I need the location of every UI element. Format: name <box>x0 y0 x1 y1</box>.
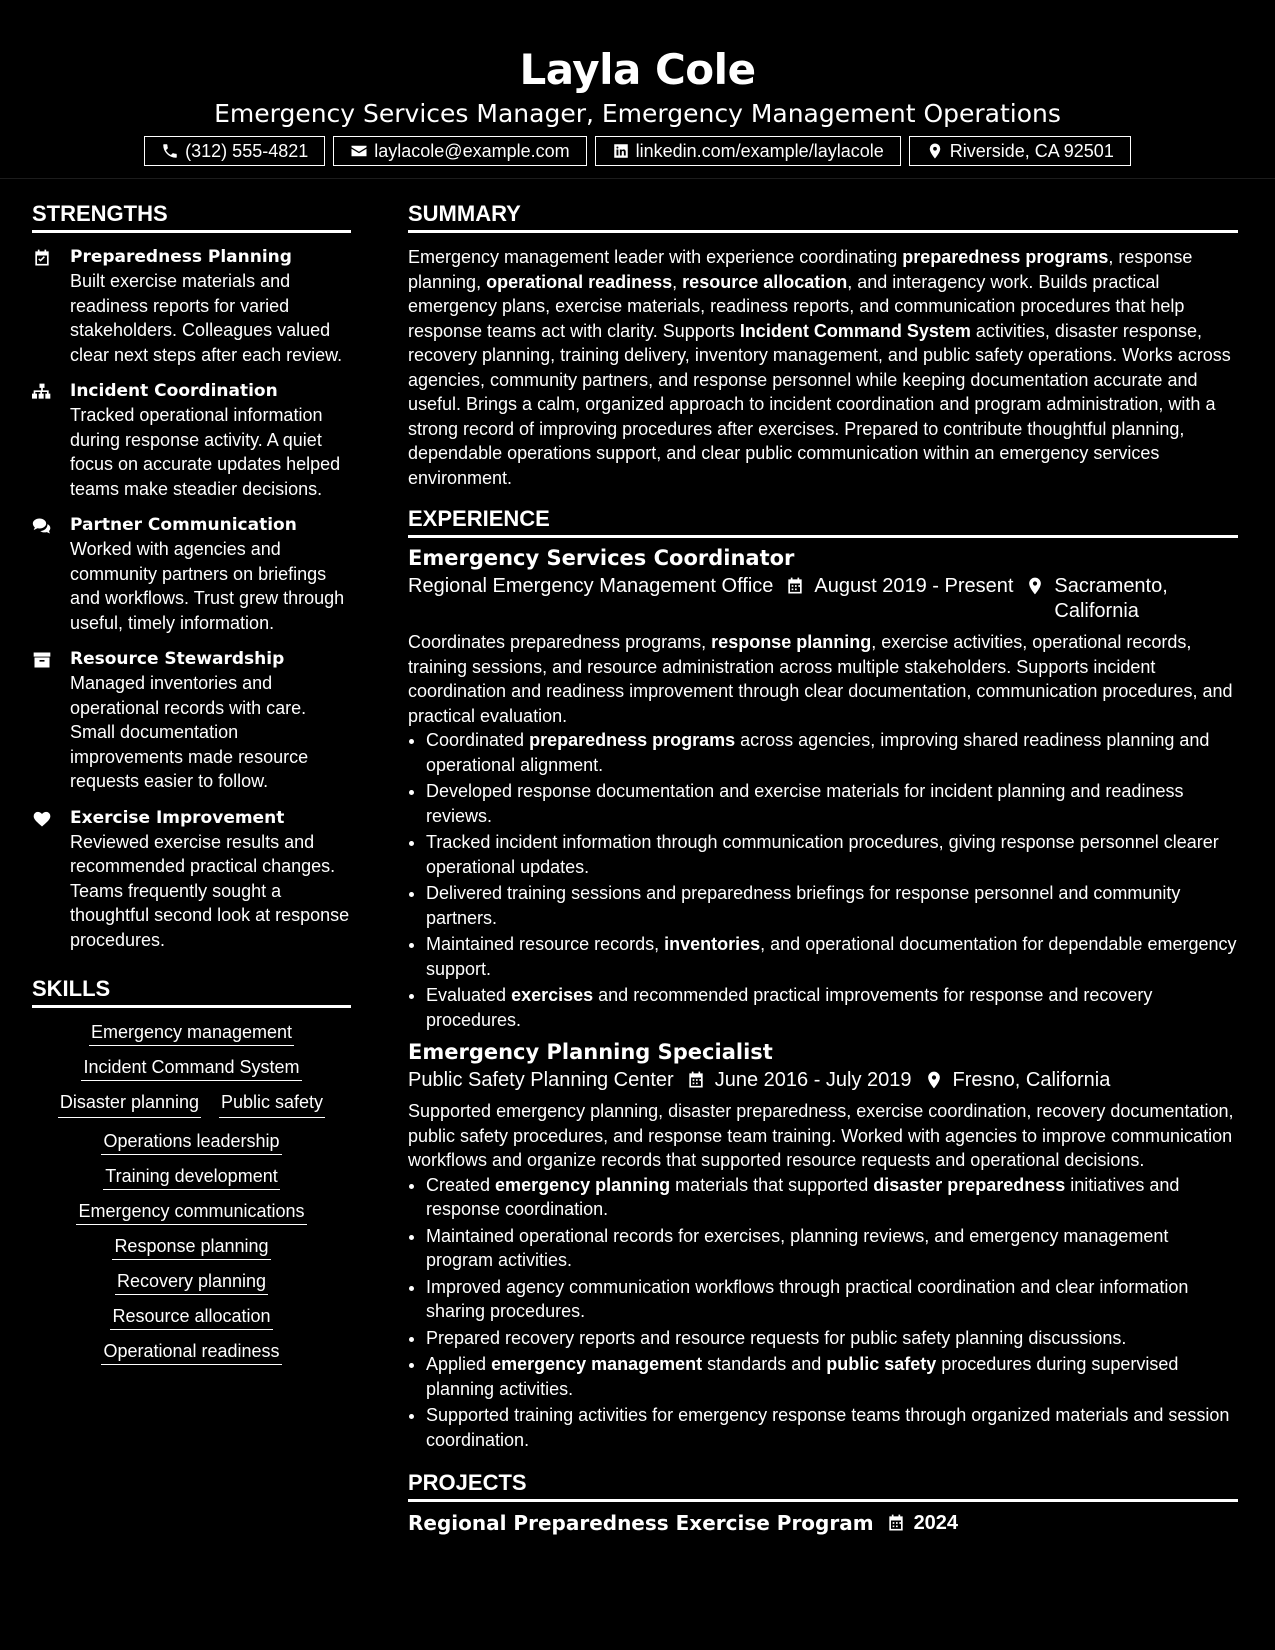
bold-keyword: operational readiness <box>486 271 673 292</box>
calendar-check-icon <box>32 248 52 268</box>
map-pin-icon <box>1025 576 1045 596</box>
experience-heading: EXPERIENCE <box>408 506 1238 538</box>
contact-email-text: laylacole@example.com <box>374 141 570 161</box>
contact-phone[interactable] <box>144 136 325 166</box>
strengths-heading: STRENGTHS <box>32 201 351 233</box>
bold-keyword: public safety <box>826 1354 937 1374</box>
bold-keyword: response planning <box>711 632 872 652</box>
job-bullet: • Improved agency communication workflows through practical coordination and clear information sharing procedures. <box>426 1275 1238 1324</box>
sitemap-icon <box>32 382 52 402</box>
left-column <box>32 201 351 1536</box>
job-dates: August 2019 - Present <box>814 575 1014 597</box>
strength-title: Resource Stewardship <box>70 649 285 669</box>
strength-item <box>32 245 351 367</box>
skill-tag: Response planning <box>112 1236 270 1260</box>
calendar-icon <box>785 576 805 596</box>
bold-keyword: emergency management <box>491 1354 703 1374</box>
strength-title: Preparedness Planning <box>70 247 292 267</box>
skill-tag: Training development <box>103 1166 279 1190</box>
contact-bar <box>0 136 1275 166</box>
job-bullet: • Coordinated preparedness programs across agencies, improving shared readiness planning and operational alignment. <box>426 728 1238 777</box>
job-organization: Public Safety Planning Center <box>408 1069 674 1091</box>
strength-item <box>32 513 351 635</box>
job-bullet: • Delivered training sessions and preparedness briefings for response personnel and community partners. <box>426 881 1238 930</box>
strength-item <box>32 647 351 794</box>
job-bullet: • Supported training activities for emergency response teams through organized materials and session coordination. <box>426 1403 1238 1452</box>
skills-heading: SKILLS <box>32 976 351 1008</box>
envelope-icon <box>350 142 368 160</box>
strength-description: Built exercise materials and readiness reports for varied stakeholders. Colleagues valued clear next steps after each review. <box>70 271 343 365</box>
comments-icon <box>32 516 52 536</box>
job-bullet: • Developed response documentation and exercise materials for incident planning and readiness reviews. <box>426 779 1238 828</box>
job-bullet: • Maintained operational records for exercises, planning reviews, and emergency management program activities. <box>426 1224 1238 1273</box>
contact-location-text: Riverside, CA 92501 <box>949 141 1114 161</box>
bold-keyword: Incident Command System <box>739 320 971 341</box>
job-dates: June 2016 - July 2019 <box>714 1069 912 1091</box>
skill-tag: Resource allocation <box>110 1306 272 1330</box>
bold-keyword: disaster preparedness <box>873 1174 1066 1195</box>
skill-tag: Operations leadership <box>101 1131 281 1155</box>
bold-keyword: exercises <box>511 985 594 1005</box>
contact-location[interactable] <box>909 136 1131 166</box>
job-bullets <box>408 1173 1238 1453</box>
candidate-title: Emergency Services Manager, Emergency Management Operations <box>214 99 1061 128</box>
strength-item <box>32 806 351 953</box>
skill-tag: Emergency communications <box>76 1201 306 1225</box>
strength-description: Reviewed exercise results and recommended practical changes. Teams frequently sought a thoughtful second look at response procedures. <box>70 831 350 950</box>
job-location: Fresno, California <box>952 1069 1111 1091</box>
right-column <box>408 201 1238 1536</box>
job-meta <box>408 1068 1238 1093</box>
projects-heading: PROJECTS <box>408 1470 1238 1502</box>
project-title: Regional Preparedness Exercise Program <box>408 1511 874 1535</box>
phone-icon <box>161 142 179 160</box>
skill-tag: Operational readiness <box>101 1341 281 1365</box>
job-location: Sacramento, California <box>1054 575 1168 622</box>
strength-description: Managed inventories and operational records with care. Small documentation improvements made resource requests easier to follow. <box>70 673 309 791</box>
job-title: Emergency Services Coordinator <box>408 546 795 570</box>
job-meta <box>408 574 1238 624</box>
job-title: Emergency Planning Specialist <box>408 1040 773 1064</box>
job-bullet: • Created emergency planning materials that supported disaster preparedness initiatives and response coordination. <box>426 1173 1238 1222</box>
job-bullet: • Evaluated exercises and recommended practical improvements for response and recovery procedures. <box>426 983 1238 1032</box>
strength-description: Tracked operational information during response activity. A quiet focus on accurate updates helped teams make steadier decisions. <box>70 405 341 499</box>
strength-title: Partner Communication <box>70 515 297 535</box>
strength-title: Incident Coordination <box>70 381 278 401</box>
job-entry <box>408 544 1238 1032</box>
job-bullet: • Tracked incident information through communication procedures, giving response personnel clearer operational updates. <box>426 830 1238 879</box>
calendar-icon <box>886 1513 906 1533</box>
bold-keyword: resource allocation <box>682 271 848 292</box>
strength-item <box>32 379 351 501</box>
calendar-icon <box>686 1070 706 1090</box>
skill-tag: Incident Command System <box>81 1057 301 1081</box>
skill-tag: Recovery planning <box>115 1271 268 1295</box>
skills-list <box>32 1020 351 1363</box>
contact-linkedin-text: linkedin.com/example/laylacole <box>635 141 884 161</box>
bold-keyword: preparedness programs <box>902 247 1109 267</box>
contact-phone-text: (312) 555-4821 <box>185 141 309 161</box>
archive-box-icon <box>32 650 52 670</box>
job-description: Supported emergency planning, disaster preparedness, exercise coordination, recovery documentation, public safety procedures, and response team training. Worked with agencies to improve communication workflows and organize records that supported resource requests and operational decisions. <box>408 1101 1234 1170</box>
resume-header <box>0 0 1275 179</box>
contact-email[interactable] <box>333 136 586 166</box>
strength-description: Worked with agencies and community partners on briefings and workflows. Trust grew through useful, timely information. <box>70 539 345 633</box>
job-bullet: • Prepared recovery reports and resource requests for public safety planning discussions. <box>426 1326 1238 1351</box>
project-entry <box>408 1510 1238 1536</box>
contact-linkedin[interactable] <box>595 136 901 166</box>
job-bullets <box>408 728 1238 1032</box>
strength-title: Exercise Improvement <box>70 807 285 828</box>
map-pin-icon <box>924 1070 944 1090</box>
project-date: 2024 <box>913 1512 959 1534</box>
job-entry <box>408 1038 1238 1452</box>
job-bullet: • Maintained resource records, inventories, and operational documentation for dependable emergency support. <box>426 932 1238 981</box>
summary-text: Emergency management leader with experience coordinating preparedness programs, response planning, operational readiness, resource allocation, and interagency work. Builds practical emergency plans, exercise materials, readiness reports, and communication procedures that help response teams act with clarity. Supports Incident Command System activities, disaster response, recovery planning, training delivery, inventory management, and public safety operations. Works across agencies, community partners, and response personnel while keeping documentation accurate and useful. Brings a calm, organized approach to incident coordination and program administration, with a strong record of improving procedures after exercises. Prepared to contribute thoughtful planning, dependable operations support, and clear public communication within an emergency services environment. <box>408 247 1231 488</box>
job-description: Coordinates preparedness programs, response planning, exercise activities, operational records, training sessions, and resource administration across multiple stakeholders. Supports incident coordination and readiness improvement through clear documentation, communication procedures, and practical evaluation. <box>408 632 1233 726</box>
bold-keyword: preparedness programs <box>529 730 736 750</box>
summary-heading: SUMMARY <box>408 201 1238 233</box>
job-organization: Regional Emergency Management Office <box>408 575 774 597</box>
job-bullet: • Applied emergency management standards and public safety procedures during supervised planning activities. <box>426 1352 1238 1401</box>
linkedin-icon <box>612 142 630 160</box>
skill-tag: Public safety <box>219 1090 325 1118</box>
bold-keyword: emergency planning <box>495 1174 671 1195</box>
candidate-name: Layla Cole <box>519 45 756 94</box>
bold-keyword: inventories <box>664 934 761 954</box>
skill-tag: Disaster planning <box>58 1090 201 1118</box>
map-pin-icon <box>926 142 944 160</box>
skill-tag: Emergency management <box>89 1022 294 1046</box>
heart-icon <box>32 809 52 829</box>
